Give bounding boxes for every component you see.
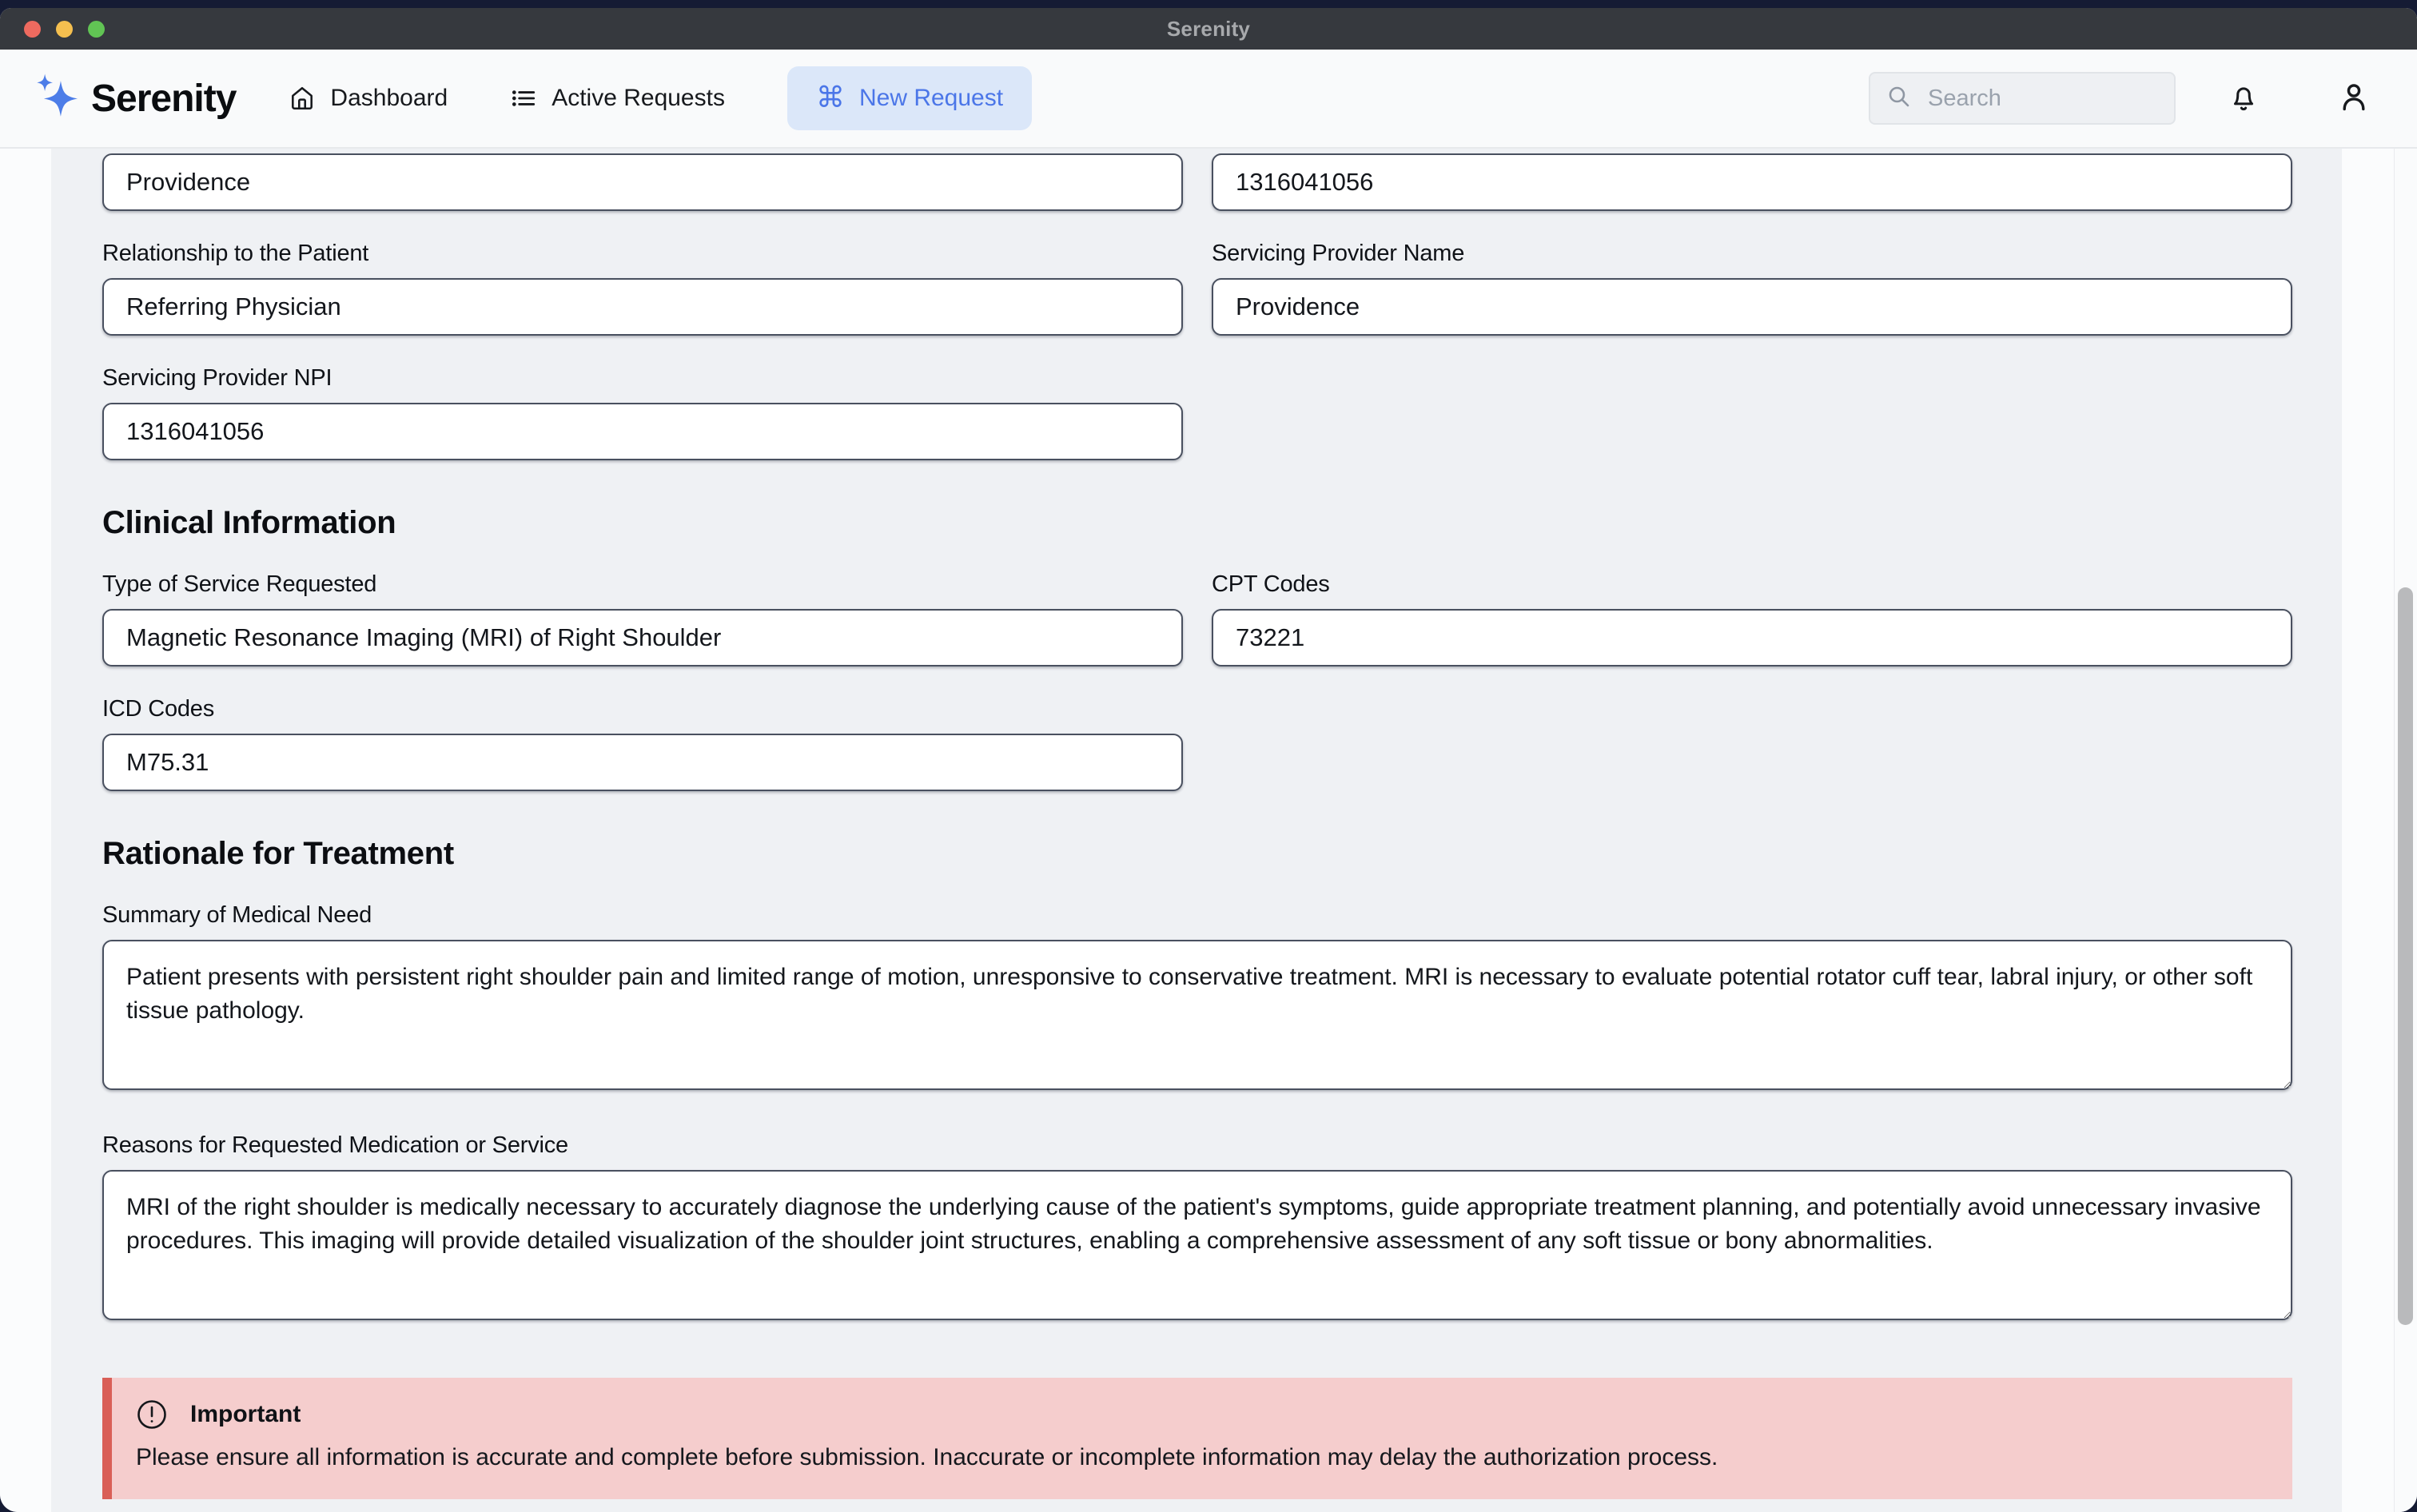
- notifications-button[interactable]: [2227, 81, 2260, 117]
- form-row: [102, 153, 2292, 211]
- form-row: [102, 364, 2292, 460]
- brand: [32, 72, 236, 125]
- search-input[interactable]: [1926, 85, 2153, 113]
- alert-title-row: [136, 1399, 2260, 1430]
- summary-of-medical-need-textarea[interactable]: [102, 940, 2292, 1090]
- titlebar: [0, 8, 2417, 50]
- field-label: CPT Codes: [1212, 571, 1330, 597]
- field-cpt-codes: [1212, 571, 2292, 666]
- field-label: Servicing Provider NPI: [102, 365, 332, 391]
- app-header: [0, 50, 2417, 149]
- traffic-lights: [24, 8, 105, 50]
- field-referring-provider-npi: [1212, 153, 2292, 211]
- servicing-provider-npi-input[interactable]: [102, 403, 1183, 460]
- icd-codes-input[interactable]: [102, 734, 1183, 791]
- clinical-information-heading: Clinical Information: [102, 505, 396, 540]
- referring-provider-name-input[interactable]: [102, 153, 1183, 211]
- servicing-provider-name-input[interactable]: [1212, 278, 2292, 336]
- rationale-heading: Rationale for Treatment: [102, 836, 454, 871]
- alert-circle-icon: [136, 1399, 168, 1430]
- close-window-button[interactable]: [24, 21, 41, 38]
- search-box[interactable]: [1869, 72, 2176, 125]
- field-reasons-for-service: [102, 1132, 2292, 1320]
- main-nav: [289, 66, 1032, 130]
- form-surface: [51, 149, 2342, 1512]
- sparkle-icon: [32, 72, 82, 125]
- form-row: [102, 240, 2292, 336]
- field-label: Relationship to the Patient: [102, 241, 369, 266]
- field-servicing-provider-npi: [102, 364, 1183, 460]
- nav-item-new-request[interactable]: [787, 66, 1032, 130]
- field-icd-codes: [102, 695, 1183, 791]
- nav-item-active-requests[interactable]: [510, 85, 725, 112]
- prior-auth-form: [51, 149, 2342, 1499]
- alert-title: Important: [190, 1401, 301, 1427]
- home-icon: [289, 85, 316, 112]
- important-alert: [102, 1378, 2292, 1499]
- relationship-input[interactable]: [102, 278, 1183, 336]
- minimize-window-button[interactable]: [56, 21, 73, 38]
- zoom-window-button[interactable]: [88, 21, 105, 38]
- nav-label: New Request: [858, 85, 1004, 111]
- search-icon: [1886, 84, 1912, 113]
- app-window: [0, 8, 2417, 1512]
- field-relationship: [102, 240, 1183, 336]
- field-servicing-provider-name: [1212, 240, 2292, 336]
- field-referring-provider-name: [102, 153, 1183, 211]
- nav-label: Dashboard: [330, 85, 448, 111]
- referring-provider-npi-input[interactable]: [1212, 153, 2292, 211]
- alert-message: Please ensure all information is accurate and complete before submission. Inaccurate or incomplete information may delay the authorization process.: [136, 1444, 1718, 1470]
- field-label: Reasons for Requested Medication or Service: [102, 1132, 568, 1158]
- brand-name: Serenity: [91, 77, 237, 120]
- bell-icon: [2227, 81, 2260, 117]
- window-title: Serenity: [1166, 16, 1251, 41]
- list-icon: [510, 85, 537, 112]
- form-row: [102, 695, 2292, 791]
- nav-item-dashboard[interactable]: [289, 85, 448, 112]
- cpt-codes-input[interactable]: [1212, 609, 2292, 666]
- field-service-type: [102, 571, 1183, 666]
- field-label: ICD Codes: [102, 696, 215, 722]
- field-summary-of-medical-need: [102, 901, 2292, 1090]
- content-area: [0, 149, 2417, 1512]
- nav-label: Active Requests: [551, 85, 725, 111]
- form-row: [102, 571, 2292, 666]
- header-right: [1869, 72, 2371, 125]
- reasons-for-service-textarea[interactable]: [102, 1170, 2292, 1320]
- scrollbar-thumb[interactable]: [2398, 587, 2413, 1325]
- scrollbar-track[interactable]: [2394, 149, 2417, 1512]
- field-label: Type of Service Requested: [102, 571, 377, 597]
- user-icon: [2337, 81, 2371, 117]
- command-icon: ⌘: [815, 82, 845, 114]
- field-label: Summary of Medical Need: [102, 902, 372, 928]
- account-button[interactable]: [2337, 81, 2371, 117]
- field-label: Servicing Provider Name: [1212, 241, 1465, 266]
- service-type-input[interactable]: [102, 609, 1183, 666]
